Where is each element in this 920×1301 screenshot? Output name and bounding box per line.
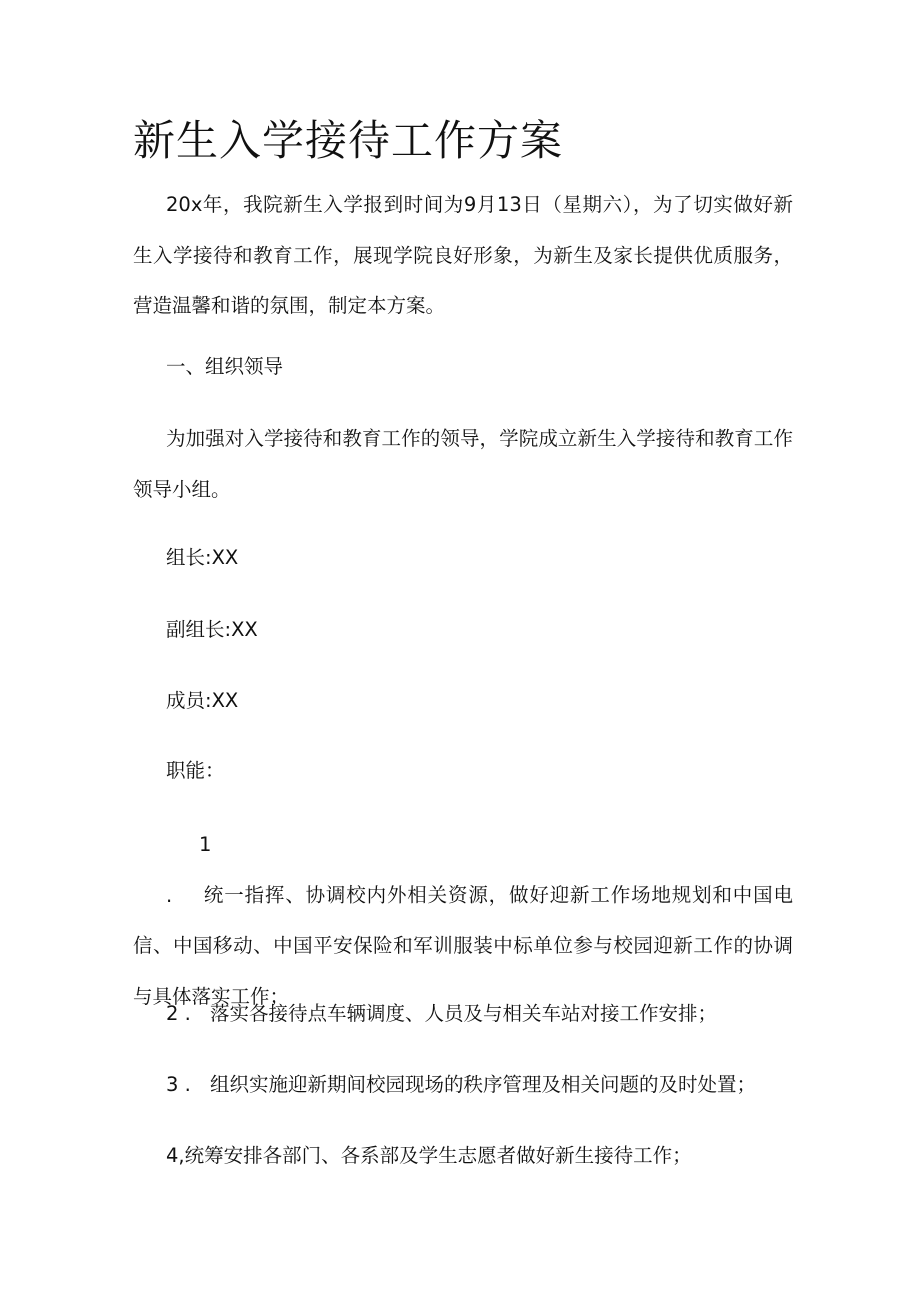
intro-paragraph: 20x年，我院新生入学报到时间为9月13日（星期六），为了切实做好新生入学接待和教育工作，展现学院良好形象，为新生及家长提供优质服务，营造温馨和谐的氛围，制定本方案。 <box>133 193 793 317</box>
duty-number: 1 . <box>166 833 212 907</box>
members-line: 成员:XX <box>166 689 239 712</box>
duty-text: 统筹安排各部门、各系部及学生志愿者做好新生接待工作； <box>184 1144 692 1167</box>
duty-number: 3 . <box>166 1073 191 1096</box>
duty-number: 4, <box>166 1144 185 1167</box>
duty-item <box>166 1141 692 1171</box>
organization-paragraph: 为加强对入学接待和教育工作的领导，学院成立新生入学接待和教育工作领导小组。 <box>133 427 793 501</box>
duty-item <box>166 1070 756 1100</box>
duty-number: 2 . <box>166 1002 191 1025</box>
document-title: 新生入学接待工作方案 <box>133 116 564 165</box>
duty-text: 组织实施迎新期间校园现场的秩序管理及相关问题的及时处置； <box>210 1073 757 1096</box>
duties-label: 职能： <box>166 759 225 782</box>
leader-line: 组长:XX <box>166 546 239 569</box>
deputy-leader-line: 副组长:XX <box>166 618 258 641</box>
duty-item <box>166 999 717 1029</box>
duty-text: 落实各接待点车辆调度、人员及与相关车站对接工作安排； <box>210 1002 718 1025</box>
duty-item <box>133 820 793 1022</box>
duty-text: 统一指挥、协调校内外相关资源，做好迎新工作场地规划和中国电信、中国移动、中国平安保险和军训服装中标单位参与校园迎新工作的协调与具体落实工作； <box>133 883 793 1008</box>
section-heading-organization: 一、组织领导 <box>166 355 284 378</box>
